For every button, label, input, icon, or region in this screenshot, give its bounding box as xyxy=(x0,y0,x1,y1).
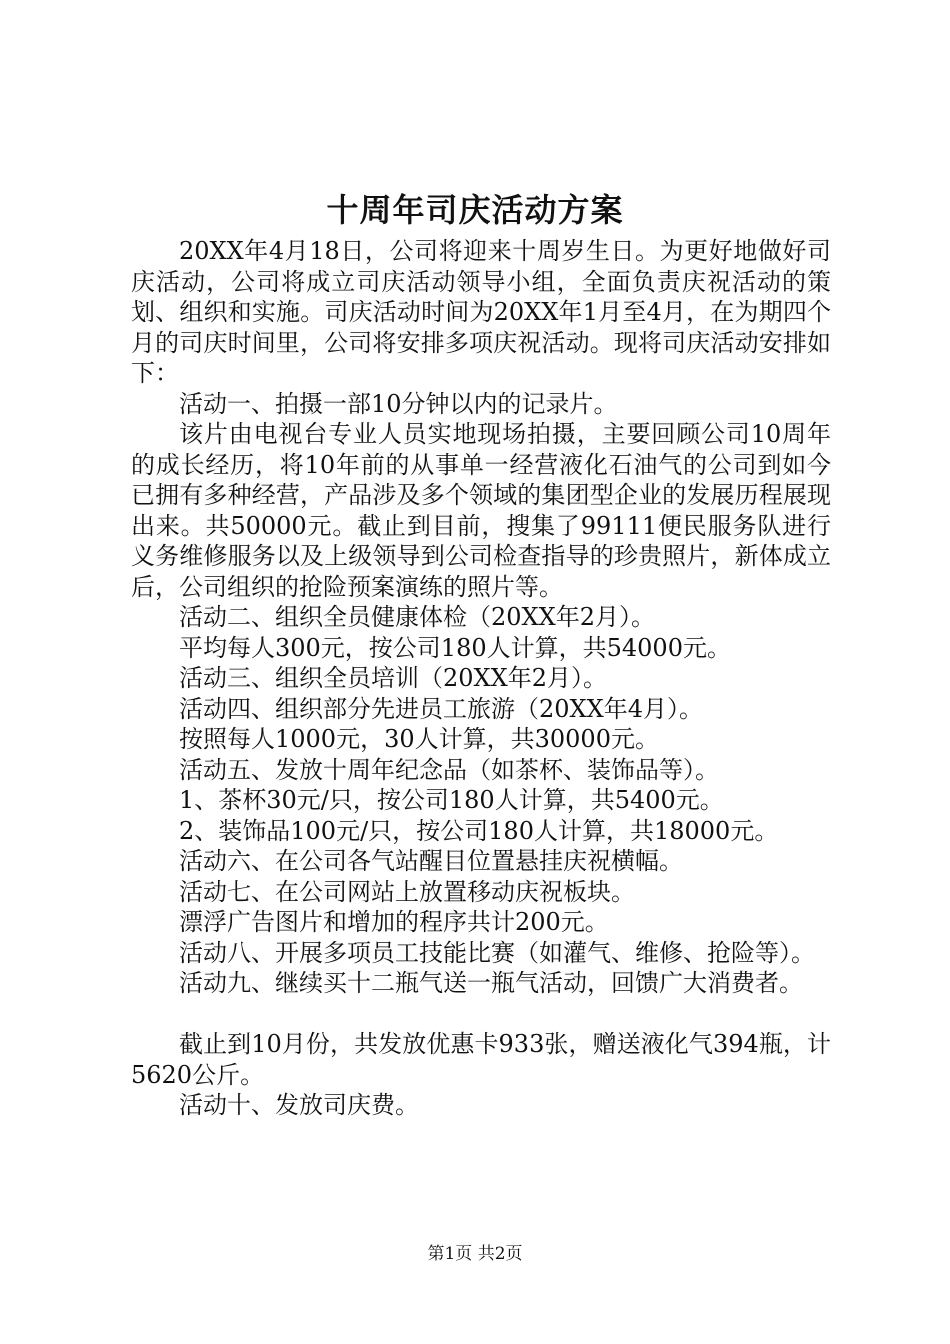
paragraph-activity-2-detail: 平均每人300元，按公司180人计算，共54000元。 xyxy=(179,633,731,662)
paragraph-activity-4-detail: 按照每人1000元，30人计算，共30000元。 xyxy=(179,725,659,753)
paragraph-activity-5-item-1: 1、茶杯30元/只，按公司180人计算，共5400元。 xyxy=(179,786,724,814)
page-footer: 第1页 共2页 xyxy=(427,1244,523,1264)
paragraph-activity-6: 活动六、在公司各气站醒目位置悬挂庆祝横幅。 xyxy=(179,847,683,875)
paragraph-activity-8: 活动八、开展多项员工技能比赛（如灌气、维修、抢险等）。 xyxy=(179,938,815,967)
paragraph-activity-3: 活动三、组织全员培训（20XX年2月）。 xyxy=(179,664,607,692)
paragraph-activity-2: 活动二、组织全员健康体检（20XX年2月）。 xyxy=(179,603,655,631)
paragraph-activity-4: 活动四、组织部分先进员工旅游（20XX年4月）。 xyxy=(179,694,703,723)
paragraph-activity-5: 活动五、发放十周年纪念品（如茶杯、装饰品等）。 xyxy=(179,755,719,784)
paragraph-activity-1: 活动一、拍摄一部10分钟以内的记录片。 xyxy=(179,389,618,418)
paragraph-intro: 20XX年4月18日，公司将迎来十周岁生日。为更好地做好司庆活动，公司将成立司庆活动领导小组，全面负责庆祝活动的策划、组织和实施。司庆活动时间为20XX年1月至4月，在为期四个月的司庆时间里，公司将安排多项庆祝活动。现将司庆活动安排如下： xyxy=(131,237,831,387)
paragraph-activity-10: 活动十、发放司庆费。 xyxy=(179,1091,419,1119)
paragraph-activity-7-detail: 漂浮广告图片和增加的程序共计200元。 xyxy=(179,908,609,936)
paragraph-activity-7: 活动七、在公司网站上放置移动庆祝板块。 xyxy=(179,877,635,906)
document-title: 十周年司庆活动方案 xyxy=(326,191,624,229)
document-body xyxy=(131,236,831,1121)
paragraph-activity-9-detail: 截止到10月份，共发放优惠卡933张，赠送液化气394瓶，计5620公斤。 xyxy=(131,1030,831,1089)
paragraph-activity-1-detail: 该片由电视台专业人员实地现场拍摄，主要回顾公司10周年的成长经历，将10年前的从事单一经营液化石油气的公司到如今已拥有多种经营，产品涉及多个领域的集团型企业的发展历程展现出来。共50000元。截止到目前，搜集了99111便民服务队进行义务维修服务以及上级领导到公司检查指导的珍贵照片，新体成立后，公司组织的抢险预案演练的照片等。 xyxy=(131,420,831,601)
paragraph-activity-5-item-2: 2、装饰品100元/只，按公司180人计算，共18000元。 xyxy=(179,816,779,845)
paragraph-activity-9: 活动九、继续买十二瓶气送一瓶气活动，回馈广大消费者。 xyxy=(179,969,803,997)
